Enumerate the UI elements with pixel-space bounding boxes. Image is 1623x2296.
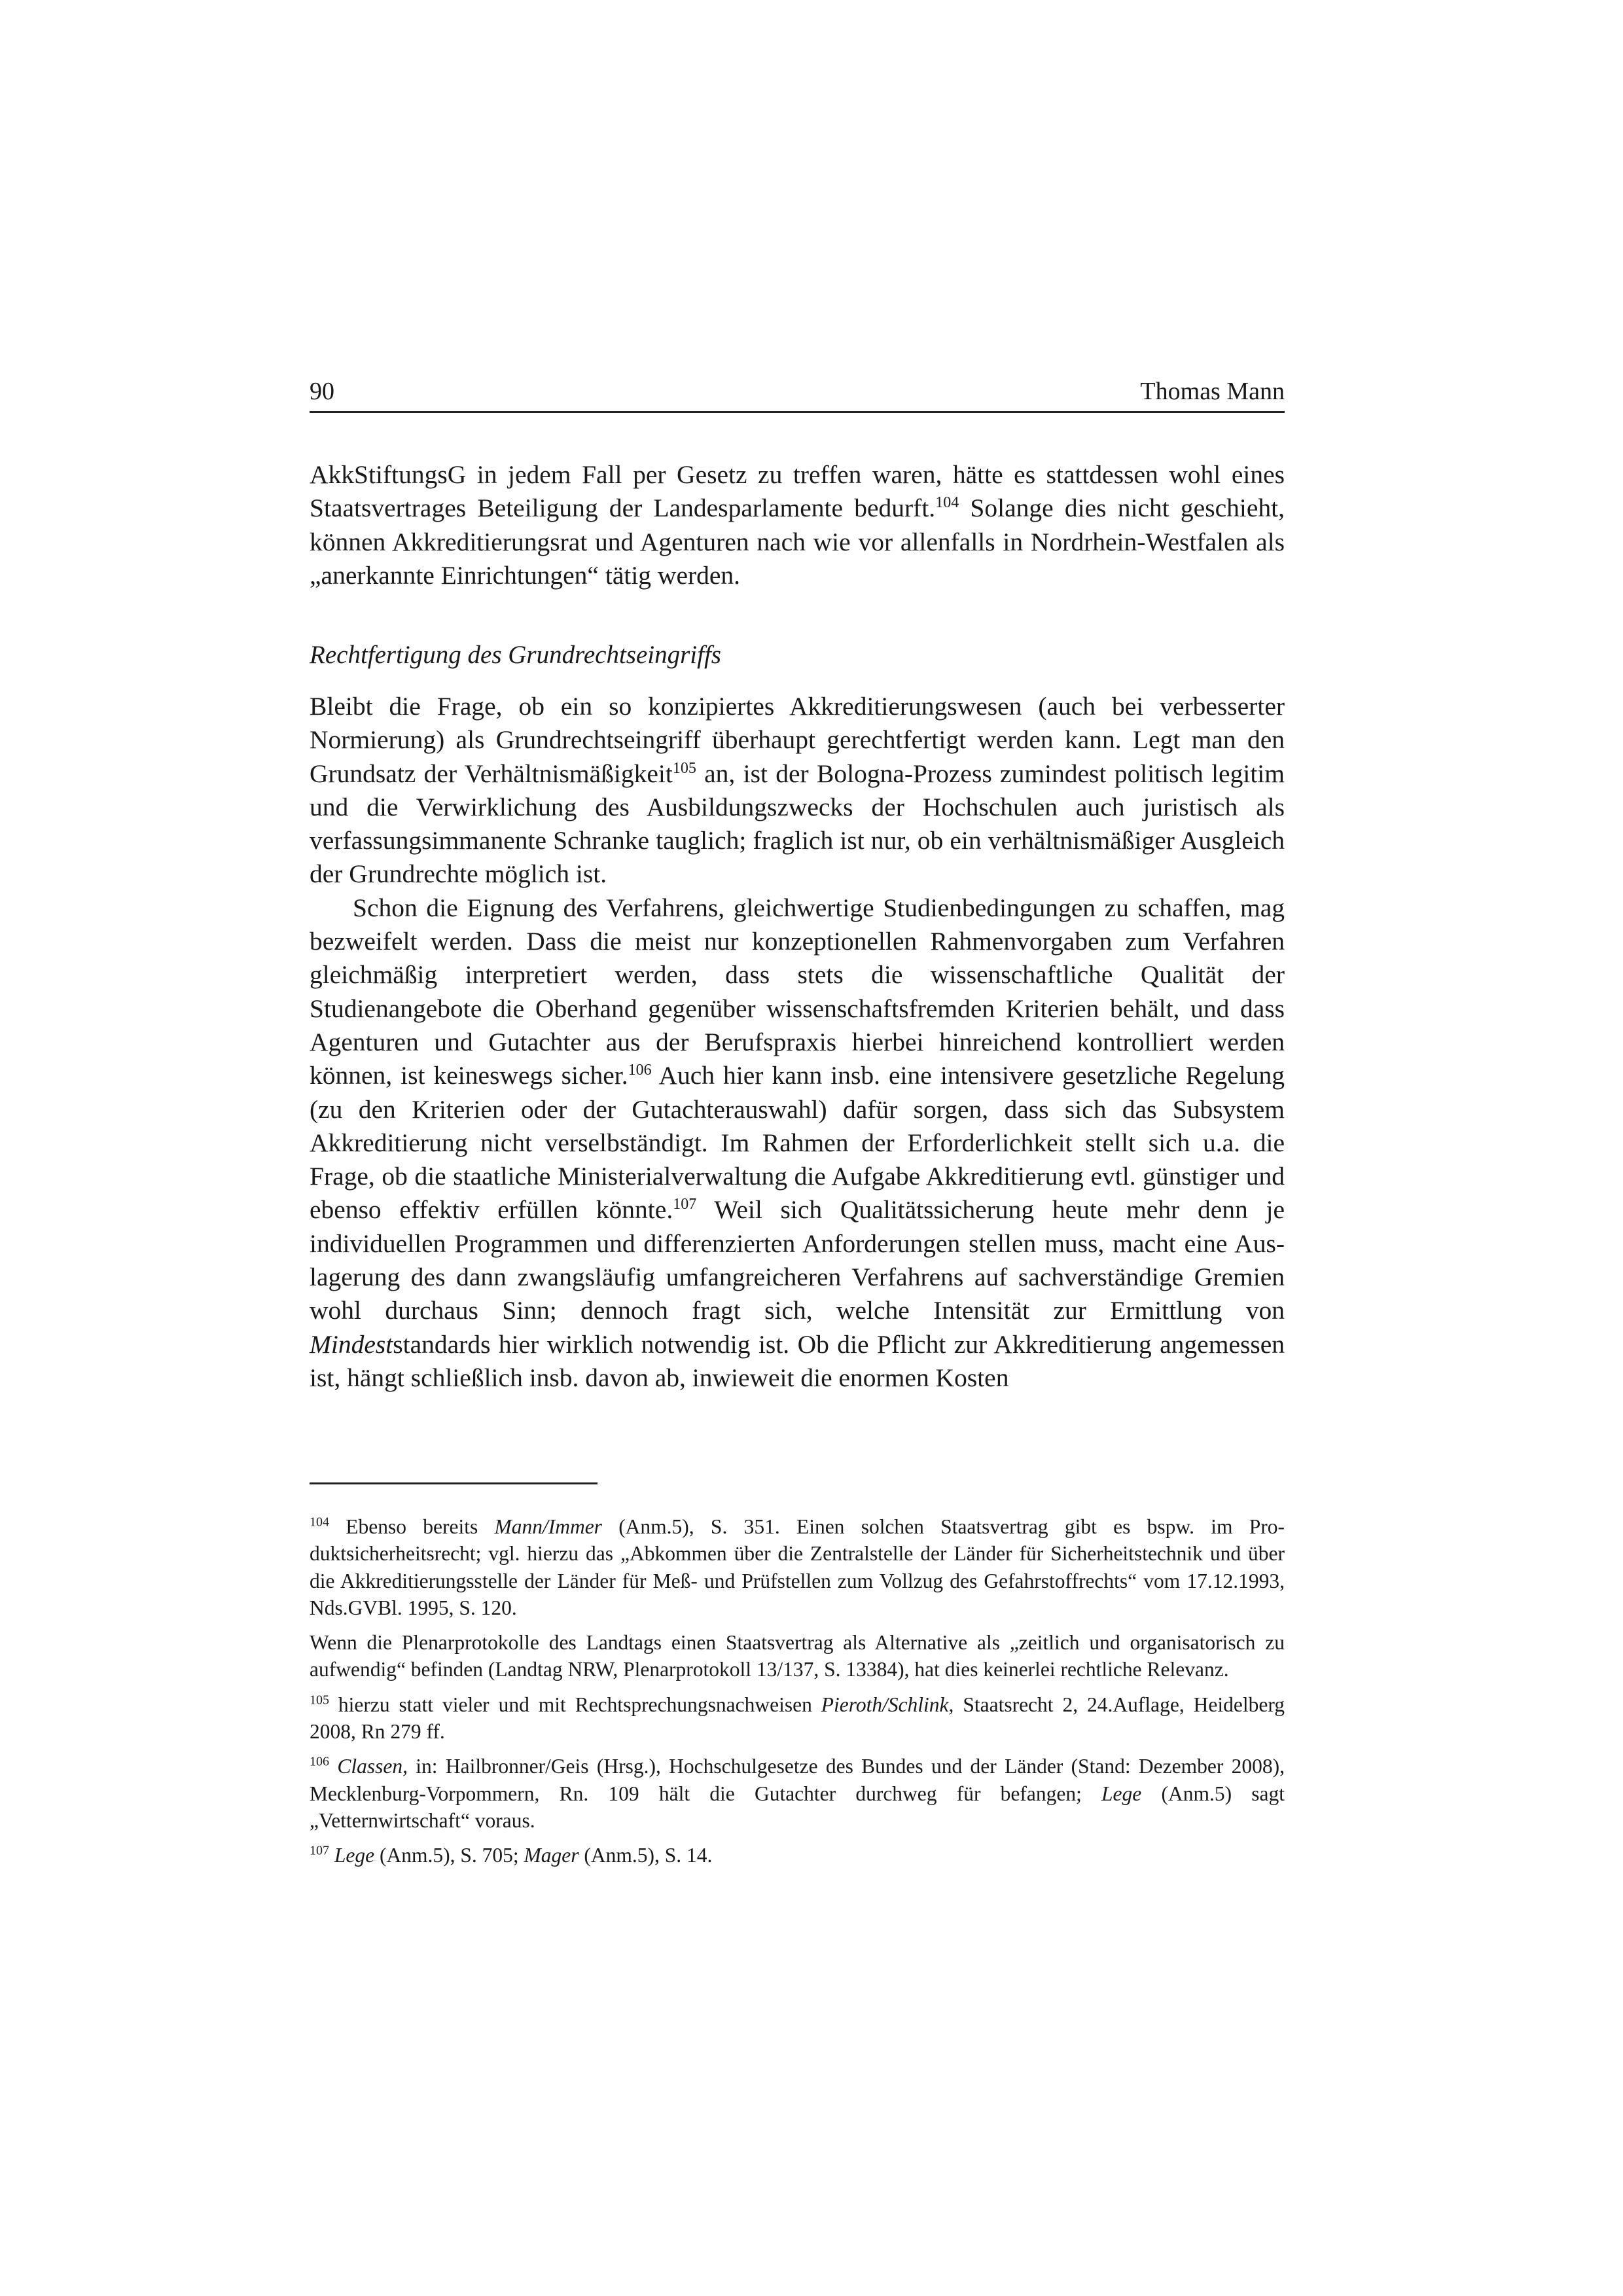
footnote-ref-104[interactable]: 104 <box>935 494 959 512</box>
page-number: 90 <box>310 378 334 405</box>
footnote-ref-107[interactable]: 107 <box>673 1196 697 1213</box>
emphasis-mindest: Mindest <box>310 1329 393 1359</box>
running-head <box>310 372 1285 413</box>
footnote-text: in: Hailbronner/Geis (Hrsg.), Hochschulgesetze des Bundes und der Länder (Stand: Dezember 2008), Mecklenburg-Vorpommern, Rn. 109 hält die Gutachter durchweg für befangen; <box>310 1755 1285 1805</box>
footnote-104-continuation: Wenn die Plenarprotokolle des Landtags einen Staatsvertrag als Alternative als „zeitlich und organisatorisch zu aufwendig“ befinden (Landtag NRW, Plenarprotokoll 13/137, S. 13384), hat dies keinerlei rechtliche Relevanz. <box>310 1631 1285 1681</box>
footnote-author: Lege <box>334 1844 375 1867</box>
footnote-104 <box>310 1513 1285 1621</box>
paragraph-text: Bleibt die Frage, ob ein so konzipiertes Akkreditierungswesen (auch bei verbesserter Normierung) als Grundrechtseingriff überhaupt gerechtfertigt werden kann. Legt man den Grundsatz der Verhältnismäßigkeit <box>310 692 1285 788</box>
footnote-author: Mager <box>524 1844 579 1867</box>
footnote-text <box>329 1844 334 1867</box>
section-heading: Rechtfertigung des Grundrechtseingriffs <box>310 641 721 669</box>
footnote-ref-105[interactable]: 105 <box>672 759 696 777</box>
main-body <box>310 690 1285 1395</box>
footnote-separator <box>310 1482 597 1484</box>
footnote-number: 105 <box>310 1693 329 1708</box>
footnote-106 <box>310 1753 1285 1834</box>
footnote-author: Lege <box>1101 1782 1142 1805</box>
footnote-text: hierzu statt vieler und mit Rechtsprechungsnachweisen <box>329 1693 821 1716</box>
footnote-105 <box>310 1691 1285 1746</box>
footnote-text: (Anm.5) sagt „Vetternwirtschaft“ voraus. <box>310 1782 1285 1832</box>
paragraph-text: Schon die Eignung des Verfahrens, gleichwertige Studienbedingungen zu schaffen, mag bezweifelt werden. Dass die meist nur konzeptionellen Rahmenvorgaben zum Verfahren gleichmäßig interpretiert werden, dass stets die wissenschaftliche Qualität der Studienangebote die Oberhand gegenüber wissenschaftsfremden Kriterien behält, und dass Agenturen und Gutachter aus der Berufspraxis hierbei hinreichend kontrolliert werden können, ist keineswegs sicher. <box>310 893 1285 1090</box>
paragraph-1 <box>310 458 1285 592</box>
paragraph-text: Solange dies nicht geschieht, können Akkreditierungsrat und Agenturen nach wie vor allenfalls in Nordrhein-Westfalen als „anerkannte Einrichtungen“ tätig werden. <box>310 493 1285 590</box>
footnote-author: Pieroth/Schlink, <box>821 1693 954 1716</box>
footnote-text: (Anm.5), S. 14. <box>579 1844 713 1867</box>
paragraph-3 <box>310 891 1285 1395</box>
paragraph-text: Auch hier kann insb. eine intensivere gesetzliche Regelung (zu den Kriterien oder der Gutachterauswahl) dafür sorgen, dass sich das Subsystem Akkreditierung nicht verselbständigt. Im Rahmen der Erforderlichkeit stellt sich u.a. die Frage, ob die staatliche Ministerialverwaltung die Aufgabe Akkreditierung evtl. günstiger und ebenso effektiv erfüllen könnte. <box>310 1061 1285 1225</box>
footnote-author: Mann/Immer <box>494 1515 602 1538</box>
footnote-text: (Anm.5), S. 351. Einen solchen Staatsvertrag gibt es bspw. im Produktsicherheitsrecht; vgl. hierzu das „Abkommen über die Zentralstelle der Länder für Sicherheitstechnik und über die Akkreditierungsstelle der Länder für Meß- und Prüfstellen zum Vollzug des Gefahrstoffrechts“ vom 17.12.1993, Nds.GVBl. 1995, S. 120. <box>310 1515 1285 1619</box>
footnote-ref-106[interactable]: 106 <box>628 1062 652 1079</box>
footnote-author: Classen, <box>337 1755 408 1778</box>
footnote-text: Ebenso bereits <box>329 1515 495 1538</box>
footnote-text <box>329 1755 337 1778</box>
footnote-number: 107 <box>310 1843 329 1858</box>
footnote-107 <box>310 1842 1285 1869</box>
paragraph-text: standards hier wirklich notwendig ist. Ob die Pflicht zur Akkreditierung angemessen ist, hängt schließlich insb. davon ab, inwieweit die enormen Kosten <box>310 1329 1285 1392</box>
footnote-text: (Anm.5), S. 705; <box>374 1844 524 1867</box>
footnote-number: 106 <box>310 1754 329 1769</box>
paragraph-2 <box>310 690 1285 891</box>
paragraph-text: Weil sich Qualitätssicherung heute mehr denn je individuellen Programmen und differenzierten Anforderungen stellen muss, macht eine Auslagerung des dann zwangsläufig umfangreicheren Verfahrens auf sachverständige Gremien wohl durchaus Sinn; dennoch fragt sich, welche Intensität zur Ermittlung von <box>310 1195 1285 1325</box>
running-head-author: Thomas Mann <box>1140 378 1285 405</box>
paragraph-text: AkkStiftungsG in jedem Fall per Gesetz zu treffen waren, hätte es stattdessen wohl eines Staatsvertrages Beteiligung der Landesparlamente bedurft. <box>310 460 1285 523</box>
footnote-number: 104 <box>310 1515 329 1530</box>
footnotes <box>310 1513 1285 1877</box>
footnote-text: Staatsrecht 2, 24.Auflage, Heidelberg 2008, Rn 279 ff. <box>310 1693 1285 1744</box>
paragraph-text: an, ist der Bologna-Prozess zumindest politisch legitim und die Verwirklichung des Ausbildungszwecks der Hochschulen auch juristisch als verfassungsimmanente Schranke tauglich; fraglich ist nur, ob ein verhältnismäßiger Ausgleich der Grundrechte möglich ist. <box>310 759 1285 889</box>
